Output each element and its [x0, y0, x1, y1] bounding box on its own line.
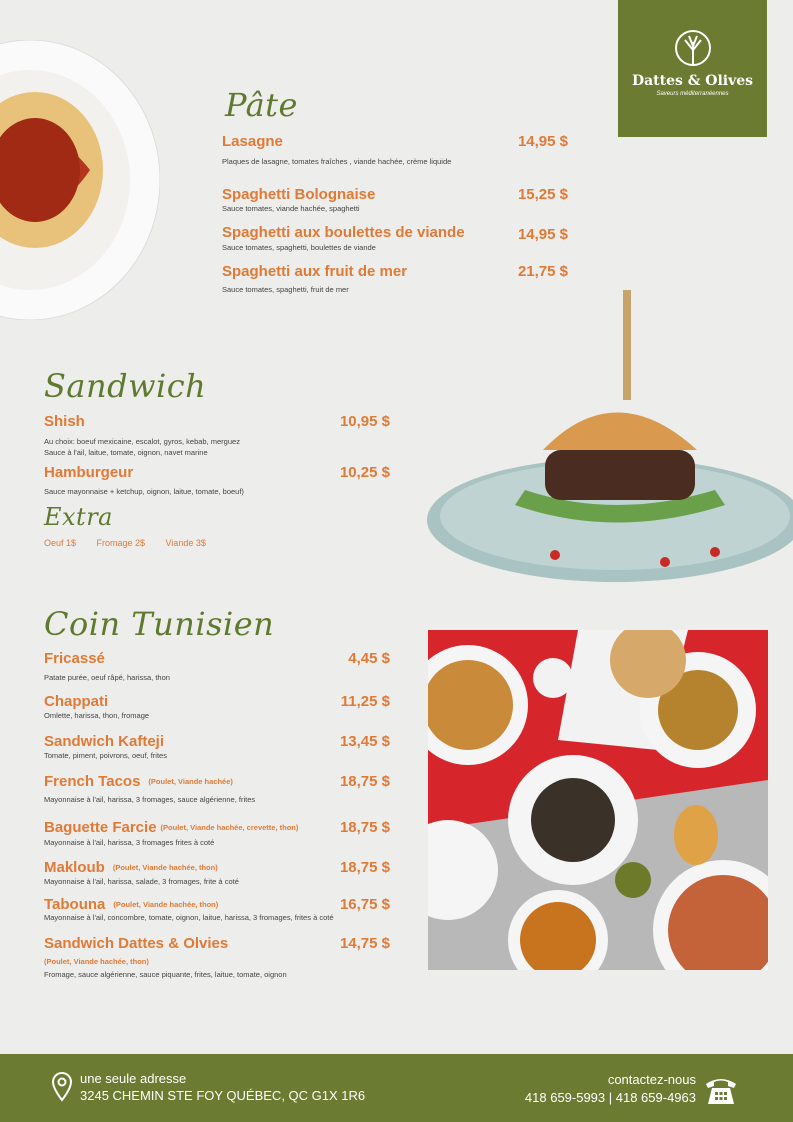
- item-name-hamburgeur: Hamburgeur: [44, 464, 134, 481]
- item-price-chappati: 11,25 $: [340, 693, 390, 710]
- item-name-row-baguette-farcie: [44, 819, 298, 837]
- item-price-french-tacos: 18,75 $: [339, 773, 390, 790]
- item-note-french-tacos: (Poulet, Viande hachée): [148, 777, 233, 787]
- location-pin-icon: [52, 1072, 72, 1102]
- item-note-sandwich-dattes-olvies: (Poulet, Viande hachée, thon): [44, 957, 149, 966]
- item-desc-chappati: Omlette, harissa, thon, fromage: [44, 711, 150, 720]
- item-price-shish: 10,95 $: [339, 413, 390, 430]
- spaghetti-plate-image: [0, 40, 160, 320]
- item-price-lasagne: 14,95 $: [517, 133, 568, 150]
- item-desc-makloub: Mayonnaise à l'ail, harissa, salade, 3 fromages, frite à coté: [44, 877, 239, 886]
- item-name-makloub: Makloub: [44, 859, 105, 876]
- footer-address-label: une seule adresse: [80, 1071, 187, 1086]
- item-note-makloub: (Poulet, Viande hachée, thon): [112, 863, 218, 873]
- telephone-icon: [704, 1074, 738, 1106]
- item-desc-baguette-farcie: Mayonnaise à l'ail, harissa, 3 fromages frites à coté: [44, 838, 215, 847]
- item-desc-french-tacos: Mayonnaise à l'ail, harissa, 3 fromages, sauce algérienne, frites: [44, 795, 256, 804]
- section-title-sandwich: Sandwich: [44, 367, 207, 405]
- item-name-tabouna: Tabouna: [44, 896, 106, 913]
- extra-oeuf: Oeuf 1$: [44, 538, 77, 548]
- item-name-french-tacos: French Tacos: [44, 773, 141, 790]
- item-desc-spaghetti-fruit-de-mer: Sauce tomates, spaghetti, fruit de mer: [222, 285, 349, 294]
- item-name-baguette-farcie: Baguette Farcie: [44, 819, 157, 836]
- item-desc-tabouna: Mayonnaise à l'ail, concombre, tomate, oignon, laitue, harissa, 3 fromages, frites à coté: [44, 913, 334, 922]
- item-price-makloub: 18,75 $: [339, 859, 390, 876]
- footer-phones[interactable]: 418 659-5993 | 418 659-4963: [524, 1090, 696, 1105]
- tree-icon: [673, 28, 713, 68]
- item-desc-spaghetti-boulettes: Sauce tomates, spaghetti, boulettes de viande: [222, 243, 376, 252]
- brand-tagline: Saveurs méditerranéennes: [656, 91, 729, 97]
- item-desc-sandwich-kafteji: Tomate, piment, poivrons, oeuf, frites: [44, 751, 167, 760]
- extra-fromage: Fromage 2$: [96, 538, 146, 548]
- item-price-tabouna: 16,75 $: [339, 896, 390, 913]
- item-desc-fricasse: Patate purée, oeuf râpé, harissa, thon: [44, 673, 170, 682]
- item-name-row-tabouna: [44, 896, 218, 914]
- item-note-tabouna: (Poulet, Viande hachée, thon): [113, 900, 219, 910]
- item-name-fricasse: Fricassé: [44, 650, 105, 667]
- section-title-coin-tunisien: Coin Tunisien: [44, 605, 275, 643]
- item-price-spaghetti-fruit-de-mer: 21,75 $: [517, 263, 568, 280]
- item-name-spaghetti-boulettes: Spaghetti aux boulettes de viande: [222, 224, 465, 241]
- item-desc-sandwich-dattes-olvies: Fromage, sauce algérienne, sauce piquante, frites, laitue, tomate, oignon: [44, 970, 287, 979]
- item-name-sandwich-kafteji: Sandwich Kafteji: [44, 733, 165, 750]
- item-name-spaghetti-fruit-de-mer: Spaghetti aux fruit de mer: [222, 263, 408, 280]
- item-name-lasagne: Lasagne: [222, 133, 283, 150]
- item-price-spaghetti-bolognaise: 15,25 $: [517, 186, 568, 203]
- item-name-row-french-tacos: [44, 773, 233, 791]
- extra-title: Extra: [44, 503, 113, 531]
- item-name-sandwich-dattes-olvies: Sandwich Dattes & Olvies: [44, 935, 229, 952]
- item-name-row-makloub: [44, 859, 218, 877]
- item-price-fricasse: 4,45 $: [348, 650, 390, 667]
- brand-logo: [618, 0, 767, 137]
- item-desc-hamburgeur: Sauce mayonnaise + ketchup, oignon, laitue, tomate, boeuf): [44, 487, 244, 496]
- item-note-baguette-farcie: (Poulet, Viande hachée, crevette, thon): [160, 823, 299, 833]
- extra-viande: Viande 3$: [165, 538, 206, 548]
- footer-contact-label: contactez-nous: [607, 1072, 696, 1087]
- extras-list: [44, 533, 222, 551]
- item-price-sandwich-dattes-olvies: 14,75 $: [339, 935, 390, 952]
- brand-name: Dattes & Olives: [631, 73, 754, 89]
- tunisian-food-image: [428, 630, 768, 970]
- item-desc-spaghetti-bolognaise: Sauce tomates, viande hachée, spaghetti: [222, 204, 360, 213]
- item-name-shish: Shish: [44, 413, 85, 430]
- footer-bar: [0, 1054, 793, 1122]
- item-price-spaghetti-boulettes: 14,95 $: [517, 226, 568, 243]
- item-desc-shish-line1: Au choix: boeuf mexicaine, escalot, gyros, kebab, merguez: [44, 437, 240, 446]
- item-price-hamburgeur: 10,25 $: [339, 464, 390, 481]
- item-price-baguette-farcie: 18,75 $: [339, 819, 390, 836]
- item-desc-lasagne: Plaques de lasagne, tomates fraîches , viande hachée, crème liquide: [222, 157, 452, 166]
- item-name-spaghetti-bolognaise: Spaghetti Bolognaise: [222, 186, 376, 203]
- item-desc-shish-line2: Sauce à l'ail, laitue, tomate, oignon, navet marine: [44, 448, 208, 457]
- item-name-chappati: Chappati: [44, 693, 109, 710]
- footer-address: 3245 CHEMIN STE FOY QUÉBEC, QC G1X 1R6: [80, 1088, 366, 1103]
- burger-plate-image: [425, 290, 793, 590]
- item-price-sandwich-kafteji: 13,45 $: [339, 733, 390, 750]
- section-title-pate: Pâte: [225, 86, 298, 124]
